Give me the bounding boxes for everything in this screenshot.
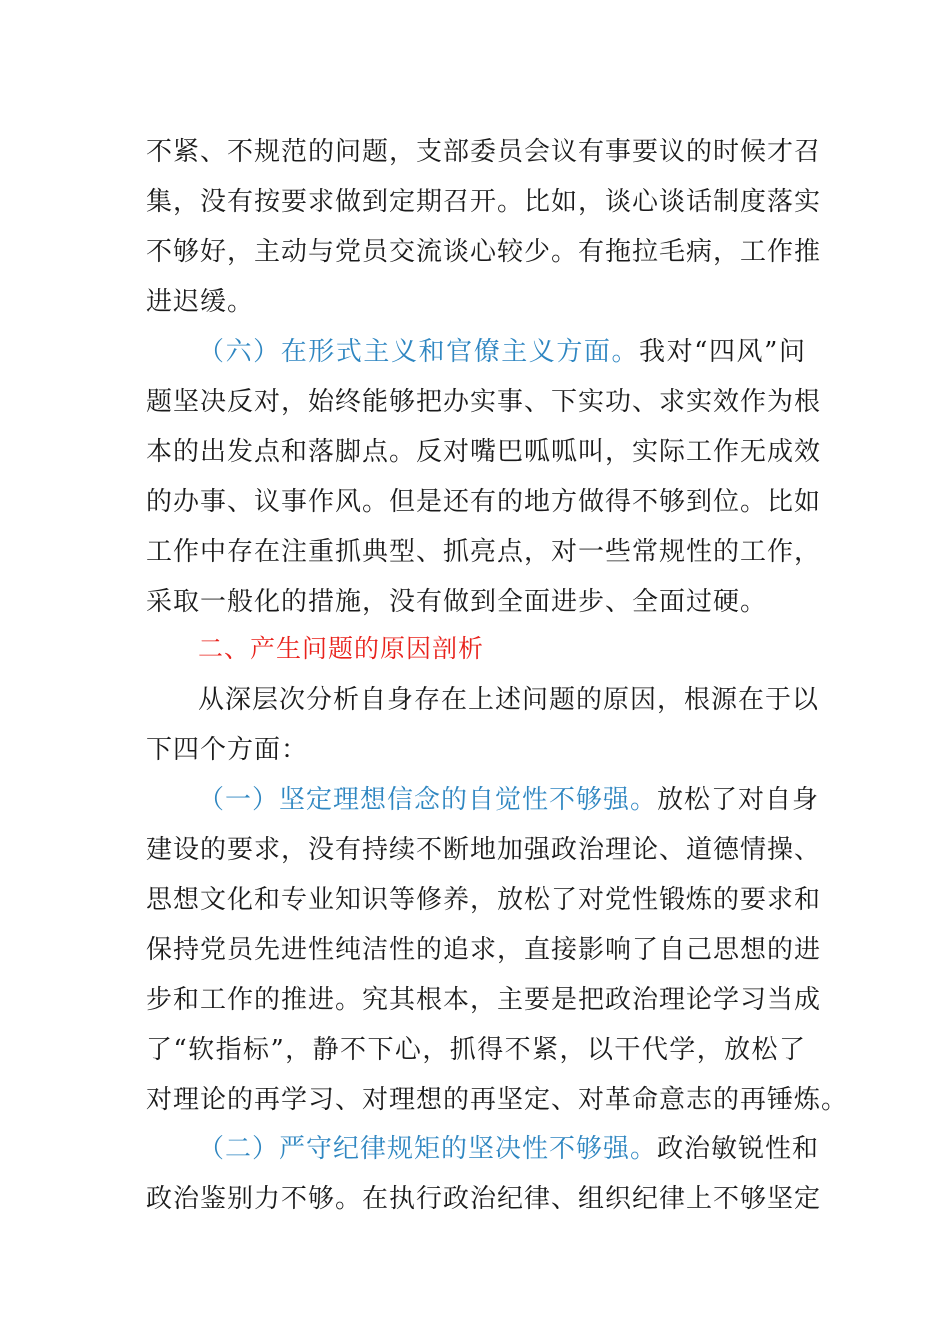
paragraph-text: 放松了对自身 <box>657 785 820 815</box>
paragraph-line: 了“软指标”，静不下心，抓得不紧，以干代学，放松了 <box>146 1035 806 1065</box>
subheading-one: （一）坚定理想信念的自觉性不够强。 <box>198 785 658 815</box>
paragraph-line: 不紧、不规范的问题，支部委员会议有事要议的时候才召 <box>146 137 822 167</box>
paragraph-line: 思想文化和专业知识等修养，放松了对党性锻炼的要求和 <box>146 885 822 915</box>
paragraph-line: 政治鉴别力不够。在执行政治纪律、组织纪律上不够坚定 <box>146 1184 822 1214</box>
paragraph-line: 步和工作的推进。究其根本，主要是把政治理论学习当成 <box>146 985 822 1015</box>
paragraph-line: 采取一般化的措施，没有做到全面进步、全面过硬。 <box>146 587 768 617</box>
paragraph-text: 我对“四风”问 <box>639 337 806 367</box>
paragraph-line: 对理论的再学习、对理想的再坚定、对革命意志的再锤炼。 <box>146 1085 849 1115</box>
paragraph-text: 政治敏锐性和 <box>657 1134 820 1164</box>
paragraph-line: 题坚决反对，始终能够把办实事、下实功、求实效作为根 <box>146 387 822 417</box>
paragraph-line: 不够好，主动与党员交流谈心较少。有拖拉毛病，工作推 <box>146 237 822 267</box>
subheading-two: （二）严守纪律规矩的坚决性不够强。 <box>198 1134 658 1164</box>
subheading-line <box>198 1124 820 1174</box>
subheading-line <box>198 775 820 825</box>
subheading-six: （六）在形式主义和官僚主义方面。 <box>198 337 640 367</box>
paragraph-line: 本的出发点和落脚点。反对嘴巴呱呱叫，实际工作无成效 <box>146 437 822 467</box>
paragraph-line: 进迟缓。 <box>146 287 255 317</box>
paragraph-line: 保持党员先进性纯洁性的追求，直接影响了自己思想的进 <box>146 935 822 965</box>
paragraph-line: 的办事、议事作风。但是还有的地方做得不够到位。比如 <box>146 487 822 517</box>
paragraph-line: 工作中存在注重抓典型、抓亮点，对一些常规性的工作， <box>146 537 822 567</box>
paragraph-line: 集，没有按要求做到定期召开。比如，谈心谈话制度落实 <box>146 187 822 217</box>
subheading-line <box>198 327 806 377</box>
paragraph-line: 建设的要求，没有持续不断地加强政治理论、道德情操、 <box>146 835 822 865</box>
paragraph-line: 从深层次分析自身存在上述问题的原因，根源在于以 <box>198 685 820 715</box>
section-heading: 二、产生问题的原因剖析 <box>198 634 485 663</box>
paragraph-line: 下四个方面： <box>146 735 309 765</box>
